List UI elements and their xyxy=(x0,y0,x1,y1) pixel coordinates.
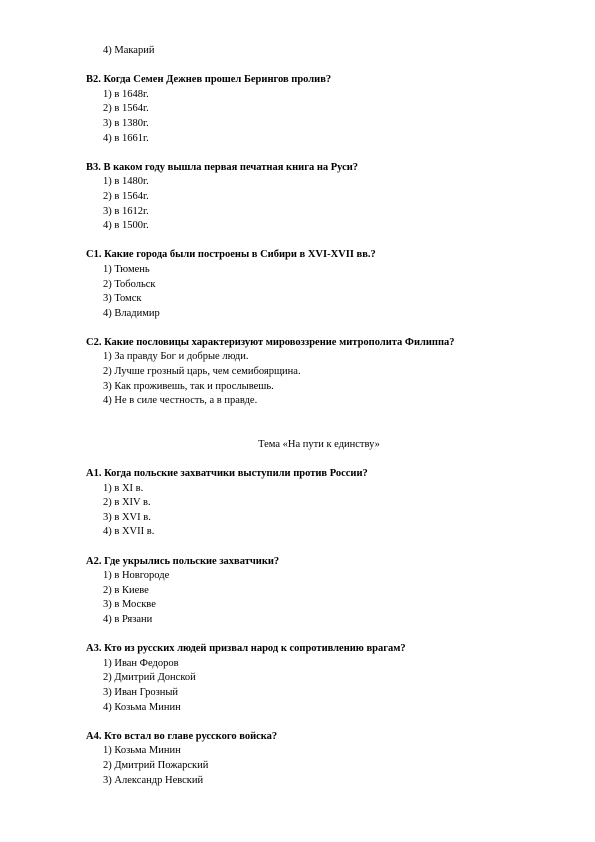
answer-item: 1) За правду Бог и добрые люди. xyxy=(103,351,249,363)
answer-item: 1) в 1648г. xyxy=(103,88,149,100)
answer-item: 3) в 1380г. xyxy=(103,117,149,129)
question-text: А1. Когда польские захватчики выступили против России? xyxy=(86,468,368,480)
answer-item: 3) в XVI в. xyxy=(103,511,151,523)
answer-item: 3) в Москве xyxy=(103,599,156,611)
answer-item: 4) в 1661г. xyxy=(103,132,149,144)
answer-list xyxy=(103,263,526,321)
spacer xyxy=(86,409,526,438)
question-block-a2 xyxy=(86,555,526,628)
question-text: А4. Кто встал во главе русского войска? xyxy=(86,730,278,742)
answer-item: 4) Козьма Минин xyxy=(103,701,181,713)
question-text: В2. Когда Семен Дежнев прошел Берингов пролив? xyxy=(86,74,332,86)
spacer xyxy=(86,234,526,249)
answer-item: 2) в 1564г. xyxy=(103,103,149,115)
answer-list xyxy=(103,569,526,627)
answer-item: 2) Дмитрий Донской xyxy=(103,672,196,684)
answer-item: 2) Дмитрий Пожарский xyxy=(103,759,209,771)
answer-item: 4) Владимир xyxy=(103,307,160,319)
question-text: В3. В каком году вышла первая печатная книга на Руси? xyxy=(86,161,359,173)
spacer xyxy=(86,628,526,643)
question-block-a4 xyxy=(86,730,526,788)
answer-item: 4) в 1500г. xyxy=(103,220,149,232)
document-content xyxy=(86,44,526,788)
answer-item: 2) в XIV в. xyxy=(103,497,151,509)
spacer xyxy=(86,715,526,730)
question-text: С2. Какие пословицы характеризуют мировоззрение митрополита Филиппа? xyxy=(86,336,455,348)
answer-item: 1) Козьма Минин xyxy=(103,745,181,757)
answer-item: 1) в XI в. xyxy=(103,482,144,494)
question-block-c2 xyxy=(86,336,526,409)
answer-item: 2) в Киеве xyxy=(103,584,149,596)
answer-item: 1) в Новгороде xyxy=(103,570,170,582)
answer-item: 4) Макарий xyxy=(103,45,155,56)
question-text: А2. Где укрылись польские захватчики? xyxy=(86,555,280,567)
answer-item: 1) в 1480г. xyxy=(103,176,149,188)
spacer xyxy=(86,59,526,74)
answer-list xyxy=(103,175,526,233)
answer-list xyxy=(103,88,526,146)
answer-item: 2) Лучше грозный царь, чем семибоярщина. xyxy=(103,366,301,378)
answer-list xyxy=(103,657,526,715)
answer-list xyxy=(103,482,526,540)
answer-item: 3) Александр Невский xyxy=(103,774,204,786)
topic-title: Тема «На пути к единству» xyxy=(258,438,380,450)
answer-item: 3) в 1612г. xyxy=(103,205,149,217)
spacer xyxy=(86,452,526,467)
question-block-b3 xyxy=(86,161,526,234)
answer-item: 2) Тобольск xyxy=(103,278,156,290)
question-block-a1 xyxy=(86,467,526,540)
answer-item: 2) в 1564г. xyxy=(103,190,149,202)
spacer xyxy=(86,321,526,336)
answer-list xyxy=(103,350,526,408)
question-text: А3. Кто из русских людей призвал народ к сопротивлению врагам? xyxy=(86,643,406,655)
answer-item: 3) Иван Грозный xyxy=(103,686,179,698)
question-text: С1. Какие города были построены в Сибири в XVI-XVII вв.? xyxy=(86,249,376,261)
spacer xyxy=(86,540,526,555)
answer-item: 3) Томск xyxy=(103,293,142,305)
question-block-a3 xyxy=(86,642,526,715)
question-block-b2 xyxy=(86,73,526,146)
question-block-c1 xyxy=(86,248,526,321)
answer-item: 4) в XVII в. xyxy=(103,526,155,538)
answer-item: 1) Иван Федоров xyxy=(103,657,179,669)
answer-item: 4) в Рязани xyxy=(103,613,153,625)
answer-item: 1) Тюмень xyxy=(103,263,150,275)
spacer xyxy=(86,146,526,161)
answer-list xyxy=(103,744,526,788)
answer-item: 3) Как проживешь, так и прослывешь. xyxy=(103,380,274,392)
answer-list-continued xyxy=(103,44,526,59)
answer-item: 4) Не в силе честность, а в правде. xyxy=(103,395,258,407)
